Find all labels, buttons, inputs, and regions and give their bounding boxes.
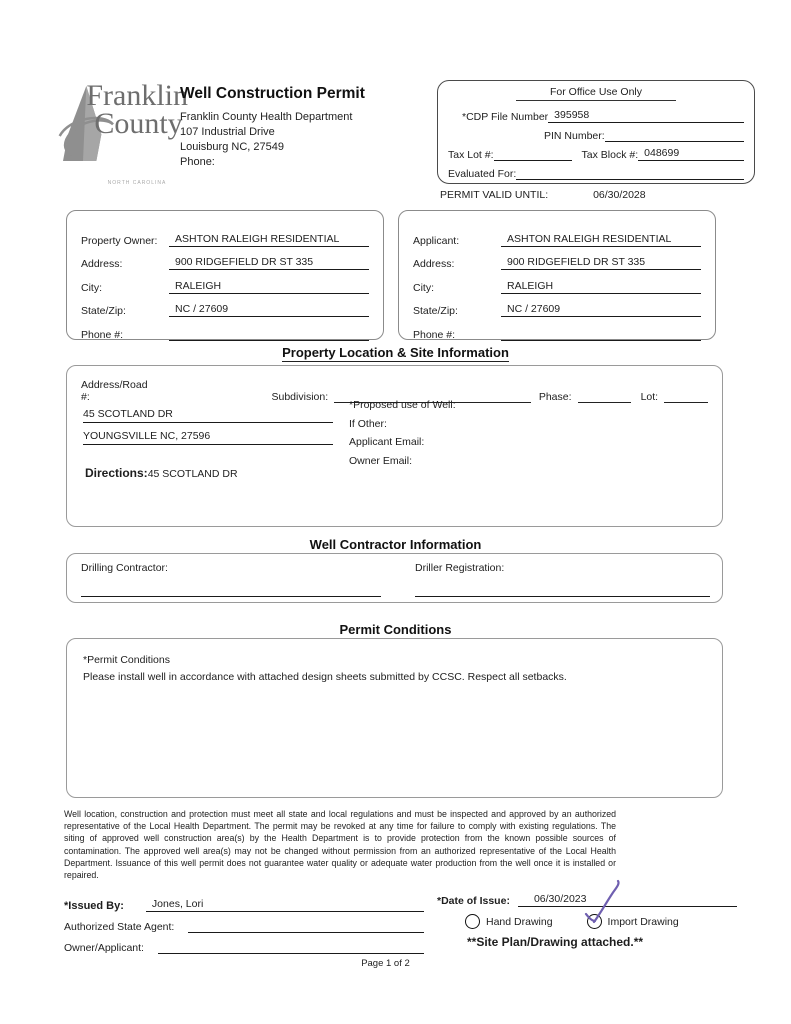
owner-phone-label: Phone #: <box>81 328 124 341</box>
issued-by-label: *Issued By: <box>64 900 124 912</box>
address-road-label: Address/Road #: <box>81 379 148 403</box>
department-street: 107 Industrial Drive <box>180 126 275 138</box>
applicant-address-field: 900 RIDGEFIELD DR ST 335 <box>501 256 701 270</box>
applicant-address-label: Address: <box>413 258 455 270</box>
date-of-issue-label: *Date of Issue: <box>437 895 510 907</box>
permit-valid-until <box>440 189 646 201</box>
directions-value: 45 SCOTLAND DR <box>147 468 238 480</box>
directions-label: Directions: <box>85 466 148 480</box>
proposed-use-label: *Proposed use of Well: <box>349 399 456 411</box>
site-right-column <box>349 396 456 470</box>
owner-row <box>81 247 369 271</box>
hand-drawing-radio-icon <box>465 914 480 929</box>
contractor-box <box>66 553 723 603</box>
owner-row <box>81 223 369 247</box>
lot-label: Lot: <box>640 391 659 403</box>
site-plan-note: **Site Plan/Drawing attached.** <box>467 935 644 949</box>
owner-statezip-field: NC / 27609 <box>169 303 369 317</box>
permit-conditions-text: Please install well in accordance with attached design sheets submitted by CCSC. Respect all setbacks. <box>83 671 567 683</box>
applicant-statezip-field: NC / 27609 <box>501 303 701 317</box>
applicant-phone-label: Phone #: <box>413 328 456 341</box>
section-heading-contractor: Well Contractor Information <box>309 537 482 552</box>
lot-field <box>664 402 708 403</box>
drilling-contractor-label: Drilling Contractor: <box>81 562 168 574</box>
property-owner-box <box>66 210 384 340</box>
department-phone-label: Phone: <box>180 156 215 168</box>
owner-name-field: ASHTON RALEIGH RESIDENTIAL <box>169 233 369 247</box>
owner-city-label: City: <box>81 281 102 294</box>
if-other-label: If Other: <box>349 417 387 430</box>
applicant-statezip-label: State/Zip: <box>413 305 458 317</box>
franklin-county-logo <box>58 76 188 196</box>
owner-row <box>81 317 369 341</box>
site-info-box <box>66 365 723 527</box>
pin-number-label: PIN Number: <box>544 130 605 142</box>
owner-applicant-label: Owner/Applicant: <box>64 942 144 954</box>
subdivision-label: Subdivision: <box>271 391 329 403</box>
driller-registration-label: Driller Registration: <box>415 562 505 574</box>
office-use-title: For Office Use Only <box>516 86 676 101</box>
permit-valid-until-label: PERMIT VALID UNTIL: <box>440 189 549 201</box>
permit-conditions-box <box>66 638 723 798</box>
owner-statezip-label: State/Zip: <box>81 305 126 317</box>
section-heading-conditions: Permit Conditions <box>339 622 452 637</box>
hand-drawing-label: Hand Drawing <box>486 915 553 928</box>
drilling-contractor-field <box>81 574 381 597</box>
signature-right-column <box>437 893 737 949</box>
tax-lot-label: Tax Lot #: <box>448 149 494 161</box>
office-use-box <box>437 80 755 184</box>
site-address-line1: 45 SCOTLAND DR <box>83 408 333 423</box>
date-of-issue-field: 06/30/2023 <box>518 893 737 907</box>
department-address-block <box>180 110 352 170</box>
tax-block-field: 048699 <box>638 147 744 161</box>
applicant-row <box>413 294 701 318</box>
applicant-row <box>413 270 701 294</box>
department-name: Franklin County Health Department <box>180 111 353 123</box>
cdp-file-number-label: *CDP File Number <box>462 111 549 123</box>
applicant-row <box>413 223 701 247</box>
page-title: Well Construction Permit <box>180 85 365 102</box>
signature-left-column <box>64 898 424 961</box>
owner-applicant-field <box>158 940 424 954</box>
department-city: Louisburg NC, 27549 <box>180 141 284 153</box>
applicant-box <box>398 210 716 340</box>
directions-line <box>85 466 238 480</box>
logo-word-county: County <box>94 106 183 140</box>
permit-valid-until-value: 06/30/2028 <box>593 189 646 201</box>
owner-row <box>81 270 369 294</box>
driller-registration-field <box>415 574 710 597</box>
applicant-name-field: ASHTON RALEIGH RESIDENTIAL <box>501 233 701 247</box>
owner-address-label: Address: <box>81 258 123 270</box>
section-heading-site-info: Property Location & Site Information <box>282 345 509 360</box>
cdp-file-number-field: 395958 <box>548 109 744 123</box>
import-drawing-label: Import Drawing <box>607 915 679 928</box>
legal-disclaimer-text: Well location, construction and protection must meet all state and local regulations and must be inspected and approved by an authorized representative of the Local Health Department. The permit may be revoked at any time for failure to comply with existing regulations. The siting of approved well construction area(s) by the Health Department is to provide protection from the known possible sources of contamination. The approved well area(s) may not be changed without permission from an authorized representative of the Local Health Department. Issuance of this well permit does not guarantee water quality or adequate water production from the well once it is installed or repaired. <box>64 809 616 881</box>
applicant-phone-field <box>501 327 701 341</box>
pin-number-field <box>605 128 744 142</box>
applicant-email-label: Applicant Email: <box>349 436 425 448</box>
site-address-line2: YOUNGSVILLE NC, 27596 <box>83 430 333 445</box>
applicant-city-field: RALEIGH <box>501 280 701 294</box>
permit-conditions-header: *Permit Conditions <box>83 654 170 666</box>
evaluated-for-field <box>516 166 744 180</box>
owner-row <box>81 294 369 318</box>
phase-field <box>578 402 631 403</box>
issued-by-field: Jones, Lori <box>146 898 424 912</box>
owner-name-label: Property Owner: <box>81 234 158 247</box>
applicant-row <box>413 247 701 271</box>
logo-wordmark <box>86 79 188 140</box>
evaluated-for-label: Evaluated For: <box>448 168 517 180</box>
owner-email-label: Owner Email: <box>349 454 413 467</box>
logo-word-franklin: Franklin <box>86 79 188 112</box>
phase-label: Phase: <box>538 391 572 403</box>
applicant-city-label: City: <box>413 281 434 294</box>
owner-city-field: RALEIGH <box>169 280 369 294</box>
authorized-state-agent-field <box>188 919 424 933</box>
tax-lot-field <box>494 147 572 161</box>
logo-subtext: NORTH CAROLINA <box>107 180 167 186</box>
owner-address-field: 900 RIDGEFIELD DR ST 335 <box>169 256 369 270</box>
tax-block-label: Tax Block #: <box>581 149 639 161</box>
authorized-state-agent-label: Authorized State Agent: <box>64 921 175 933</box>
applicant-name-label: Applicant: <box>413 234 460 247</box>
page-footer: Page 1 of 2 <box>361 958 410 969</box>
applicant-row <box>413 317 701 341</box>
owner-phone-field <box>169 327 369 341</box>
import-drawing-radio-icon <box>587 914 602 929</box>
